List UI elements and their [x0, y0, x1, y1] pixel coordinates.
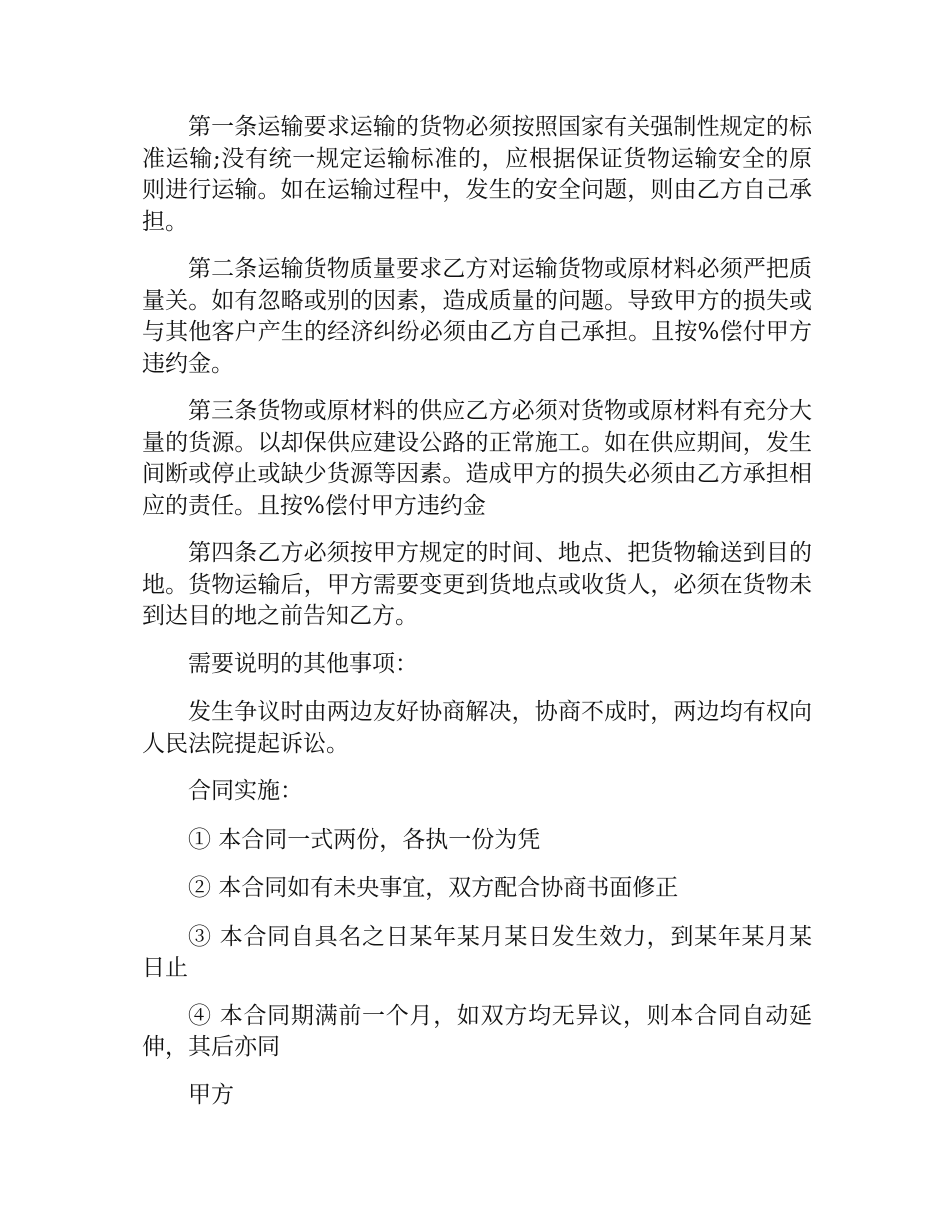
- paragraph-item-1: ① 本合同一式两份，各执一份为凭: [188, 826, 541, 853]
- document-body: [142, 112, 812, 1128]
- paragraph-article-1: 第一条运输要求运输的货物必须按照国家有关强制性规定的标准运输;没有统一规定运输标准的，应根据保证货物运输安全的原则进行运输。如在运输过程中，发生的安全问题，则由乙方自己承担。: [142, 114, 812, 235]
- paragraph-other-matters-heading: 需要说明的其他事项：: [188, 650, 418, 677]
- paragraph-dispute-resolution: 发生争议时由两边友好协商解决，协商不成时，两边均有权向人民法院提起诉讼。: [142, 699, 812, 757]
- paragraph-item-2: ② 本合同如有未央事宜，双方配合协商书面修正: [188, 875, 679, 901]
- paragraph-article-4: 第四条乙方必须按甲方规定的时间、地点、把货物输送到目的地。货物运输后，甲方需要变更到货地点或收货人，必须在货物未到达目的地之前告知乙方。: [142, 540, 812, 629]
- paragraph-party-a: 甲方: [188, 1081, 234, 1108]
- paragraph-implementation-heading: 合同实施：: [188, 778, 303, 804]
- paragraph-article-2: 第二条运输货物质量要求乙方对运输货物或原材料必须严把质量关。如有忽略或别的因素，造成质量的问题。导致甲方的损失或与其他客户产生的经济纠纷必须由乙方自己承担。且按%偿付甲方违约金。: [142, 256, 812, 377]
- paragraph-article-3: 第三条货物或原材料的供应乙方必须对货物或原材料有充分大量的货源。以却保供应建设公路的正常施工。如在供应期间，发生间断或停止或缺少货源等因素。造成甲方的损失必须由乙方承担相应的责任。且按%偿付甲方违约金: [142, 398, 812, 519]
- paragraph-item-4: ④ 本合同期满前一个月，如双方均无异议，则本合同自动延伸，其后亦同: [142, 1002, 812, 1060]
- paragraph-item-3: ③ 本合同自具名之日某年某月某日发生效力，到某年某月某日止: [142, 923, 812, 981]
